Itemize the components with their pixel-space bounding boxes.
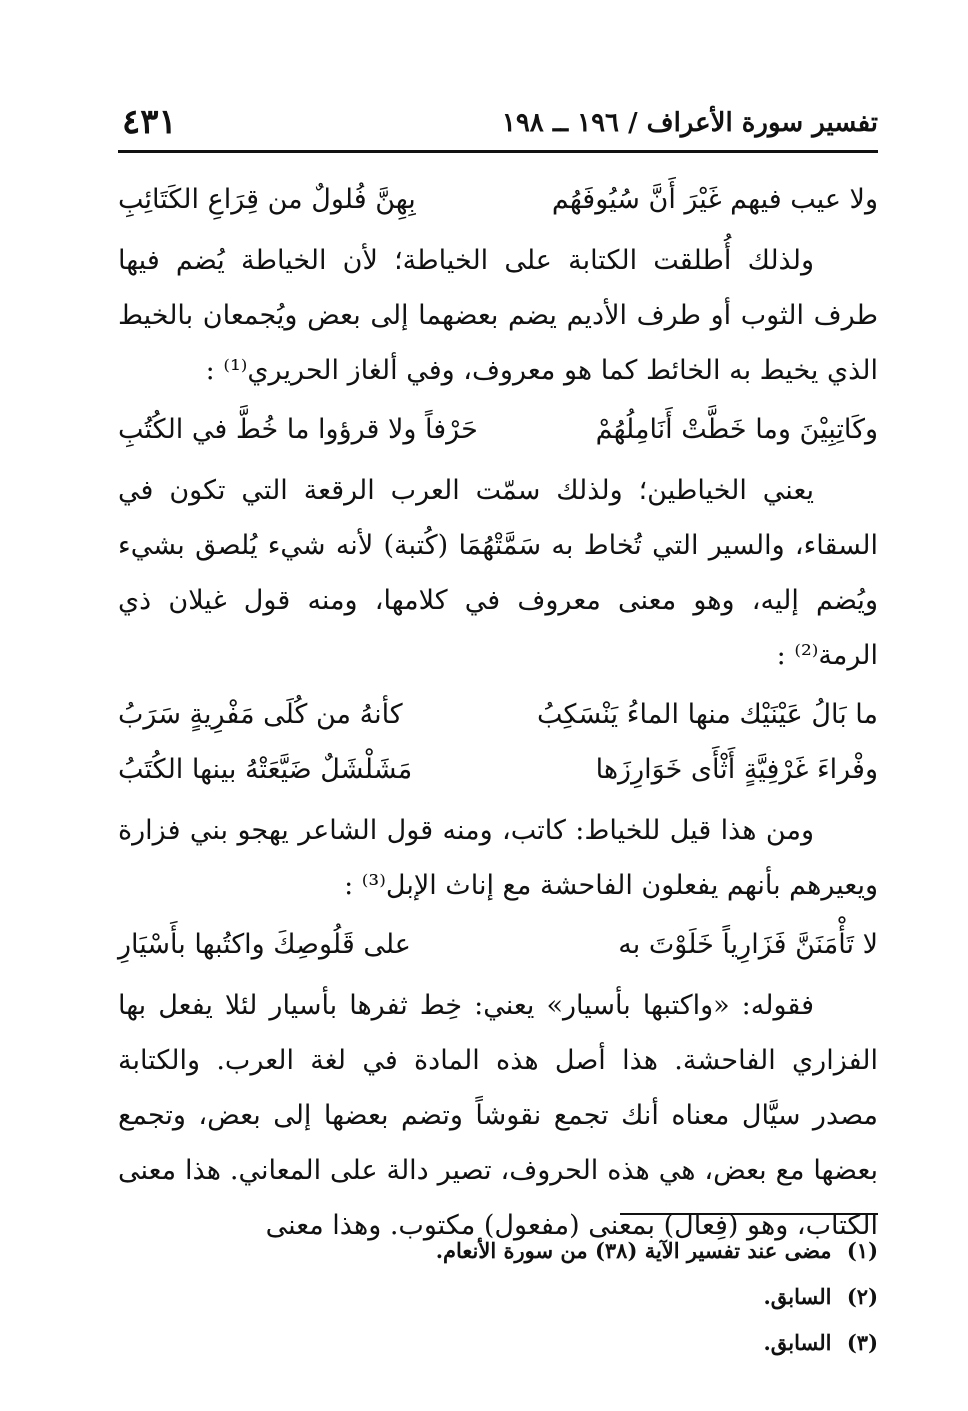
verse-second-hemistich: مَشَلْشَلٌ ضَيَّعَتْهُ بينها الكُتَبُ	[118, 754, 413, 785]
verse-first-hemistich: لا تَأْمَنَنَّ فَزَارِياً خَلَوْتَ به	[618, 929, 878, 960]
paragraph: ولذلك أُطلقت الكتابة على الخياطة؛ لأن الخياطة يُضم فيها طرف الثوب أو طرف الأديم يضم بعضهما إلى بعض ويُجمعان بالخيط الذي يخيط به الخائط كما هو معروف، وفي ألغاز الحريري⁽¹⁾ :	[118, 245, 878, 386]
footnote	[278, 1320, 878, 1366]
footnote	[278, 1228, 878, 1274]
poem-verse	[118, 402, 878, 457]
paragraph: فقوله: «واكتبها بأسيار» يعني: خِط ثفرها بأسيار لئلا يفعل بها الفزاري الفاحشة. هذا أصل هذه المادة في لغة العرب. والكتابة مصدر سيَّال معناه أنك تجمع نقوشاً وتضم بعضها إلى بعض، وتجمع بعضها مع بعض، هي هذه الحروف، تصير دالة على المعاني. هذا معنى الكتاب، وهو (فِعال) بمعنى (مفعول) مكتوب. وهذا معنى	[118, 990, 878, 1241]
header-divider	[118, 150, 878, 153]
footnote-number: (١)	[846, 1238, 878, 1263]
poem-verse	[118, 172, 878, 227]
verse-second-hemistich: كأنهُ من كُلَى مَفْرِيةٍ سَرَبُ	[118, 699, 403, 730]
verse-line	[118, 402, 878, 457]
verse-line	[118, 742, 878, 797]
footnote-number: (٢)	[846, 1284, 878, 1309]
page-number: ٤٣١	[122, 102, 177, 142]
verse-first-hemistich: وكَاتِبِيْنَ وما خَطَّتْ أَنَامِلُهُمْ	[595, 414, 878, 445]
verse-line	[118, 917, 878, 972]
page-header	[118, 102, 878, 148]
verse-second-hemistich: على قَلُوصِكَ واكتُبها بأَسْيَارِ	[118, 929, 411, 960]
main-text	[118, 168, 878, 1253]
verse-line	[118, 172, 878, 227]
verse-second-hemistich: بِهِنَّ فُلولٌ من قِرَاعِ الكَتَائِبِ	[118, 184, 416, 215]
footnote-number: (٣)	[846, 1330, 878, 1355]
running-title: تفسير سورة الأعراف / ١٩٦ ــ ١٩٨	[501, 108, 878, 138]
footnotes	[278, 1228, 878, 1366]
footnote	[278, 1274, 878, 1320]
footnote-text: السابق.	[763, 1284, 832, 1309]
paragraph: ومن هذا قيل للخياط: كاتب، ومنه قول الشاعر يهجو بني فزارة ويعيرهم بأنهم يفعلون الفاحشة مع إناث الإبل⁽³⁾ :	[118, 815, 878, 901]
poem-verse	[118, 917, 878, 972]
poem-verses	[118, 687, 878, 797]
verse-first-hemistich: ما بَالُ عَيْنَيْك منها الماءُ يَنْسَكِبُ	[537, 699, 878, 730]
verse-first-hemistich: ولا عيب فيهم غَيْرَ أَنَّ سُيُوفَهُم	[551, 184, 878, 215]
verse-line	[118, 687, 878, 742]
footnote-text: السابق.	[763, 1330, 832, 1355]
footnote-divider	[620, 1213, 878, 1215]
verse-second-hemistich: حَرْفاً ولا قرؤوا ما خُطَّ في الكُتُبِ	[118, 414, 478, 445]
paragraph: يعني الخياطين؛ ولذلك سمّت العرب الرقعة التي تكون في السقاء، والسير التي تُخاط به سَمَّتْهُمَا (كُتبة) لأنه شيء يُلصق بشيء ويُضم إليه، وهو معنى معروف في كلامها، ومنه قول غيلان ذي الرمة⁽²⁾ :	[118, 475, 878, 671]
footnote-text: مضى عند تفسير الآية (٣٨) من سورة الأنعام.	[435, 1238, 832, 1263]
verse-first-hemistich: وفْراءَ غَرْفِيَّةٍ أَثْأَى خَوَارِزَها	[595, 754, 878, 785]
